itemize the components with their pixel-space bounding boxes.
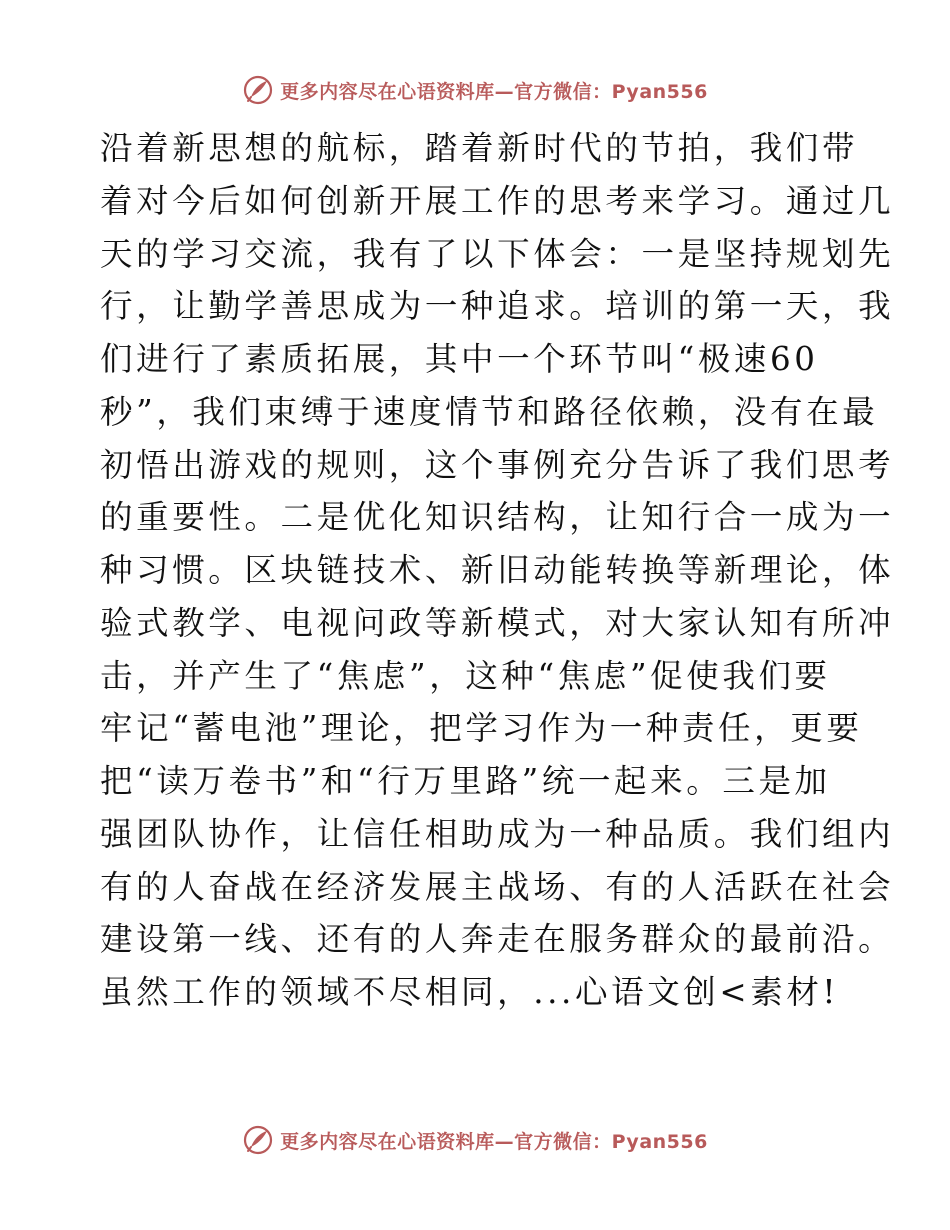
feather-pen-logo-icon	[242, 74, 274, 106]
body-line: 建设第一线、还有的人奔走在服务群众的最前沿。	[100, 920, 895, 959]
body-line: 天的学习交流，我有了以下体会：一是坚持规划先	[100, 234, 895, 273]
body-line: 们进行了素质拓展，其中一个环节叫“极速60	[100, 340, 819, 378]
body-line: 把“读万卷书”和“行万里路”统一起来。三是加	[100, 762, 831, 800]
body-line: 验式教学、电视问政等新模式，对大家认知有所冲	[100, 603, 895, 642]
footer-banner	[0, 1120, 950, 1160]
header-banner-text: 更多内容尽在心语资料库—官方微信：Pyan556	[280, 80, 708, 103]
feather-pen-logo-icon	[242, 1124, 274, 1156]
body-line: 的重要性。二是优化知识结构，让知行合一成为一	[100, 498, 895, 537]
body-line: 强团队协作，让信任相助成为一种品质。我们组内	[100, 814, 895, 853]
body-line: 行，让勤学善思成为一种追求。培训的第一天，我	[100, 287, 895, 326]
body-line: 沿着新思想的航标，踏着新时代的节拍，我们带	[100, 129, 859, 167]
body-line: 牢记“蓄电池”理论，把学习作为一种责任，更要	[100, 709, 863, 748]
body-line: 着对今后如何创新开展工作的思考来学习。通过几	[100, 181, 895, 220]
body-line: 初悟出游戏的规则，这个事例充分告诉了我们思考	[100, 445, 895, 484]
body-line: 虽然工作的领域不尽相同，...心语文创<素材!	[100, 973, 840, 1011]
body-line: 种习惯。区块链技术、新旧动能转换等新理论，体	[100, 551, 895, 589]
footer-banner-text: 更多内容尽在心语资料库—官方微信：Pyan556	[280, 1130, 708, 1153]
document-body	[100, 122, 895, 1019]
header-banner	[0, 70, 950, 110]
body-line: 有的人奋战在经济发展主战场、有的人活跃在社会	[100, 867, 895, 906]
body-line: 击，并产生了“焦虑”，这种“焦虑”促使我们要	[100, 656, 831, 695]
body-line: 秒”，我们束缚于速度情节和路径依赖，没有在最	[100, 392, 879, 431]
